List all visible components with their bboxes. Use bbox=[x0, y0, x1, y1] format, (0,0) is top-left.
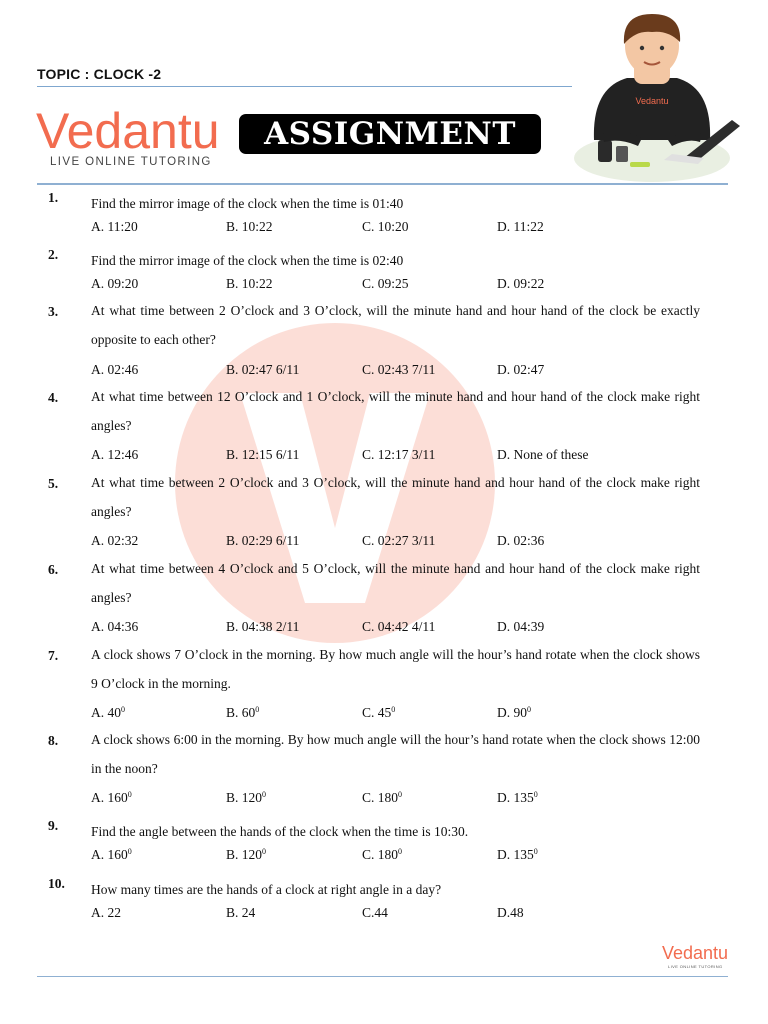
question-number: 6. bbox=[48, 562, 59, 577]
option-d: D. None of these bbox=[497, 447, 589, 462]
degree-superscript: 0 bbox=[533, 847, 538, 856]
question-number: 9. bbox=[48, 818, 59, 833]
question-number: 1. bbox=[48, 190, 59, 205]
option-a: A. $160^0$ bbox=[91, 847, 132, 862]
header-divider bbox=[37, 183, 728, 185]
footer-vedantu-logo bbox=[662, 941, 730, 976]
logo-wordmark: Vedantu bbox=[36, 103, 220, 156]
option-c: C. $45^0$ bbox=[362, 705, 396, 720]
question-text: At what time between 12 O’clock and 1 O’clock, will the minute hand and hour hand of the clock make right angles? bbox=[91, 389, 700, 433]
option-a: A. 02:32 bbox=[91, 533, 139, 548]
option-b: B. $120^0$ bbox=[226, 847, 267, 862]
question-number: 2. bbox=[48, 247, 59, 262]
degree-superscript: 0 bbox=[533, 790, 538, 799]
degree-superscript: 0 bbox=[121, 705, 125, 714]
question-text: A clock shows 6:00 in the morning. By how much angle will the hour’s hand rotate when the clock shows 12:00 in the noon? bbox=[91, 732, 700, 776]
option-a: A. 04:36 bbox=[91, 619, 139, 634]
question-text: Find the mirror image of the clock when the time is 02:40 bbox=[91, 253, 404, 268]
option-b: B. 04:38 2/11 bbox=[226, 619, 300, 634]
top-divider bbox=[37, 86, 572, 87]
option-b: B. $60^0$ bbox=[226, 705, 260, 720]
assignment-banner: ASSIGNMENT bbox=[239, 114, 541, 154]
option-d: D. $135^0$ bbox=[497, 790, 538, 805]
option-c: C. 04:42 4/11 bbox=[362, 619, 436, 634]
option-d: D.48 bbox=[497, 905, 524, 920]
question-text: Find the angle between the hands of the clock when the time is 10:30. bbox=[91, 824, 469, 839]
option-c: C. 09:25 bbox=[362, 276, 409, 291]
option-a: A. 11:20 bbox=[91, 219, 138, 234]
student-mascot-illustration bbox=[572, 8, 742, 191]
question-text: How many times are the hands of a clock at right angle in a day? bbox=[91, 882, 442, 897]
vedantu-logo bbox=[36, 102, 226, 156]
footer-divider bbox=[37, 976, 728, 977]
option-c: C. $180^0$ bbox=[362, 847, 403, 862]
option-d: D. 09:22 bbox=[497, 276, 545, 291]
option-b: B. 10:22 bbox=[226, 219, 273, 234]
degree-superscript: 0 bbox=[262, 847, 267, 856]
option-d: D. 02:47 bbox=[497, 362, 545, 377]
question-text: At what time between 4 O’clock and 5 O’clock, will the minute hand and hour hand of the clock make right angles? bbox=[91, 561, 700, 605]
question-number: 10. bbox=[48, 876, 65, 891]
option-a: A. 02:46 bbox=[91, 362, 139, 377]
footer-logo-wordmark: Vedantu bbox=[662, 943, 729, 963]
option-b: B. 02:47 6/11 bbox=[226, 362, 300, 377]
option-a: A. 22 bbox=[91, 905, 121, 920]
option-d: D. $90^0$ bbox=[497, 705, 531, 720]
option-c: C. $180^0$ bbox=[362, 790, 403, 805]
footer-logo-tagline: LIVE ONLINE TUTORING bbox=[668, 964, 723, 969]
degree-superscript: 0 bbox=[127, 790, 132, 799]
option-d: D. 11:22 bbox=[497, 219, 544, 234]
degree-superscript: 0 bbox=[398, 790, 403, 799]
question-text: At what time between 2 O’clock and 3 O’clock, will the minute hand and hour hand of the clock make right angles? bbox=[91, 475, 700, 519]
option-c: C. 12:17 3/11 bbox=[362, 447, 436, 462]
degree-superscript: 0 bbox=[262, 790, 267, 799]
option-c: C. 10:20 bbox=[362, 219, 409, 234]
option-d: D. 04:39 bbox=[497, 619, 545, 634]
question-number: 3. bbox=[48, 304, 59, 319]
question-number: 7. bbox=[48, 648, 59, 663]
option-b: B. 10:22 bbox=[226, 276, 273, 291]
option-b: B. 12:15 6/11 bbox=[226, 447, 300, 462]
topic-heading: TOPIC : CLOCK -2 bbox=[37, 66, 162, 82]
degree-superscript: 0 bbox=[398, 847, 403, 856]
question-number: 5. bbox=[48, 476, 59, 491]
question-number: 4. bbox=[48, 390, 59, 405]
option-a: A. $40^0$ bbox=[91, 705, 125, 720]
question-text: Find the mirror image of the clock when the time is 01:40 bbox=[91, 196, 404, 211]
degree-superscript: 0 bbox=[127, 847, 132, 856]
mascot-shirt-text: Vedantu bbox=[635, 96, 669, 106]
option-b: B. 24 bbox=[226, 905, 256, 920]
option-b: B. $120^0$ bbox=[226, 790, 267, 805]
option-a: A. $160^0$ bbox=[91, 790, 132, 805]
option-a: A. 12:46 bbox=[91, 447, 139, 462]
option-d: D. 02:36 bbox=[497, 533, 545, 548]
option-d: D. $135^0$ bbox=[497, 847, 538, 862]
option-c: C. 02:27 3/11 bbox=[362, 533, 436, 548]
degree-superscript: 0 bbox=[527, 705, 531, 714]
degree-superscript: 0 bbox=[255, 705, 260, 714]
degree-superscript: 0 bbox=[391, 705, 396, 714]
option-c: C. 02:43 7/11 bbox=[362, 362, 436, 377]
question-text: At what time between 2 O’clock and 3 O’clock, will the minute hand and hour hand of the clock be exactly opposite to each other? bbox=[91, 303, 700, 347]
option-a: A. 09:20 bbox=[91, 276, 139, 291]
logo-tagline: LIVE ONLINE TUTORING bbox=[50, 156, 212, 168]
question-text: A clock shows 7 O’clock in the morning. By how much angle will the hour’s hand rotate when the clock shows 9 O’clock in the morning. bbox=[91, 647, 700, 691]
question-number: 8. bbox=[48, 733, 59, 748]
option-c: C.44 bbox=[362, 905, 388, 920]
option-b: B. 02:29 6/11 bbox=[226, 533, 300, 548]
